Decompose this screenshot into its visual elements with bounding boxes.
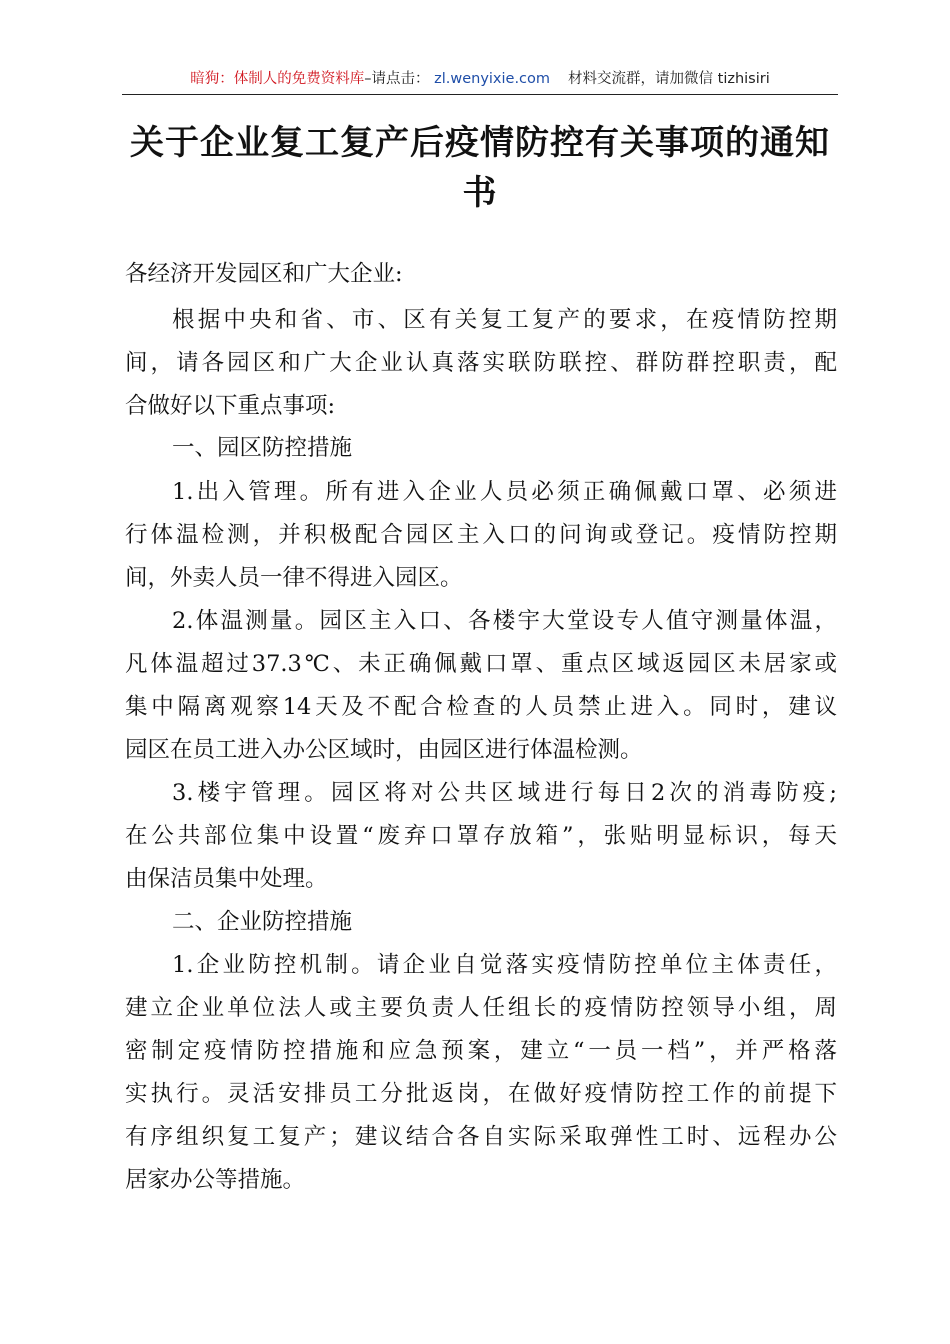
paragraph-line: 间，外卖人员一律不得进入园区。: [125, 565, 463, 591]
paragraph-line: 凡体温超过37.3℃、未正确佩戴口罩、重点区域返园区未居家或: [125, 651, 837, 677]
paragraph-line: 密制定疫情防控措施和应急预案，建立“一员一档”，并严格落: [125, 1038, 837, 1064]
paragraph-line: 居家办公等措施。: [125, 1167, 306, 1193]
header-url-link[interactable]: zl.wenyixie.com: [434, 71, 551, 87]
section-1-heading: 一、园区防控措施: [172, 435, 353, 461]
paragraph-line: 2.体温测量。园区主入口、各楼宇大堂设专人值守测量体温，: [172, 608, 837, 634]
page-header: [122, 66, 838, 95]
header-brand: 暗狗：体制人的免费资料库: [190, 71, 365, 87]
intro-line: 合做好以下重点事项:: [125, 393, 336, 419]
paragraph-line: 行体温检测，并积极配合园区主入口的问询或登记。疫情防控期: [125, 522, 837, 548]
paragraph-line: 集中隔离观察14天及不配合检查的人员禁止进入。同时，建议: [125, 694, 837, 720]
paragraph-line: 建立企业单位法人或主要负责人任组长的疫情防控领导小组，周: [125, 995, 837, 1021]
intro-line: 根据中央和省、市、区有关复工复产的要求，在疫情防控期: [172, 307, 837, 333]
title-line-2: 书: [462, 173, 498, 213]
intro-line: 间，请各园区和广大企业认真落实联防联控、群防群控职责，配: [125, 350, 837, 376]
header-contact: 材料交流群，请加微信 tizhisiri: [568, 71, 770, 87]
paragraph-line: 由保洁员集中处理。: [125, 866, 328, 892]
paragraph-line: 1.出入管理。所有进入企业人员必须正确佩戴口罩、必须进: [172, 479, 837, 505]
salutation: 各经济开发园区和广大企业:: [125, 261, 403, 287]
paragraph-line: 有序组织复工复产；建议结合各自实际采取弹性工时、远程办公: [125, 1124, 837, 1150]
paragraph-line: 实执行。灵活安排员工分批返岗，在做好疫情防控工作的前提下: [125, 1081, 837, 1107]
paragraph-line: 1.企业防控机制。请企业自觉落实疫情防控单位主体责任，: [172, 952, 837, 978]
paragraph-line: 园区在员工进入办公区域时，由园区进行体温检测。: [125, 737, 643, 763]
paragraph-line: 3.楼宇管理。园区将对公共区域进行每日2次的消毒防疫;: [172, 780, 837, 806]
document-title: [120, 118, 840, 218]
header-prompt: –请点击：: [364, 71, 430, 87]
paragraph-line: 在公共部位集中设置“废弃口罩存放箱”，张贴明显标识，每天: [125, 823, 837, 849]
title-line-1: 关于企业复工复产后疫情防控有关事项的通知: [130, 123, 830, 163]
section-2-heading: 二、企业防控措施: [172, 909, 353, 935]
